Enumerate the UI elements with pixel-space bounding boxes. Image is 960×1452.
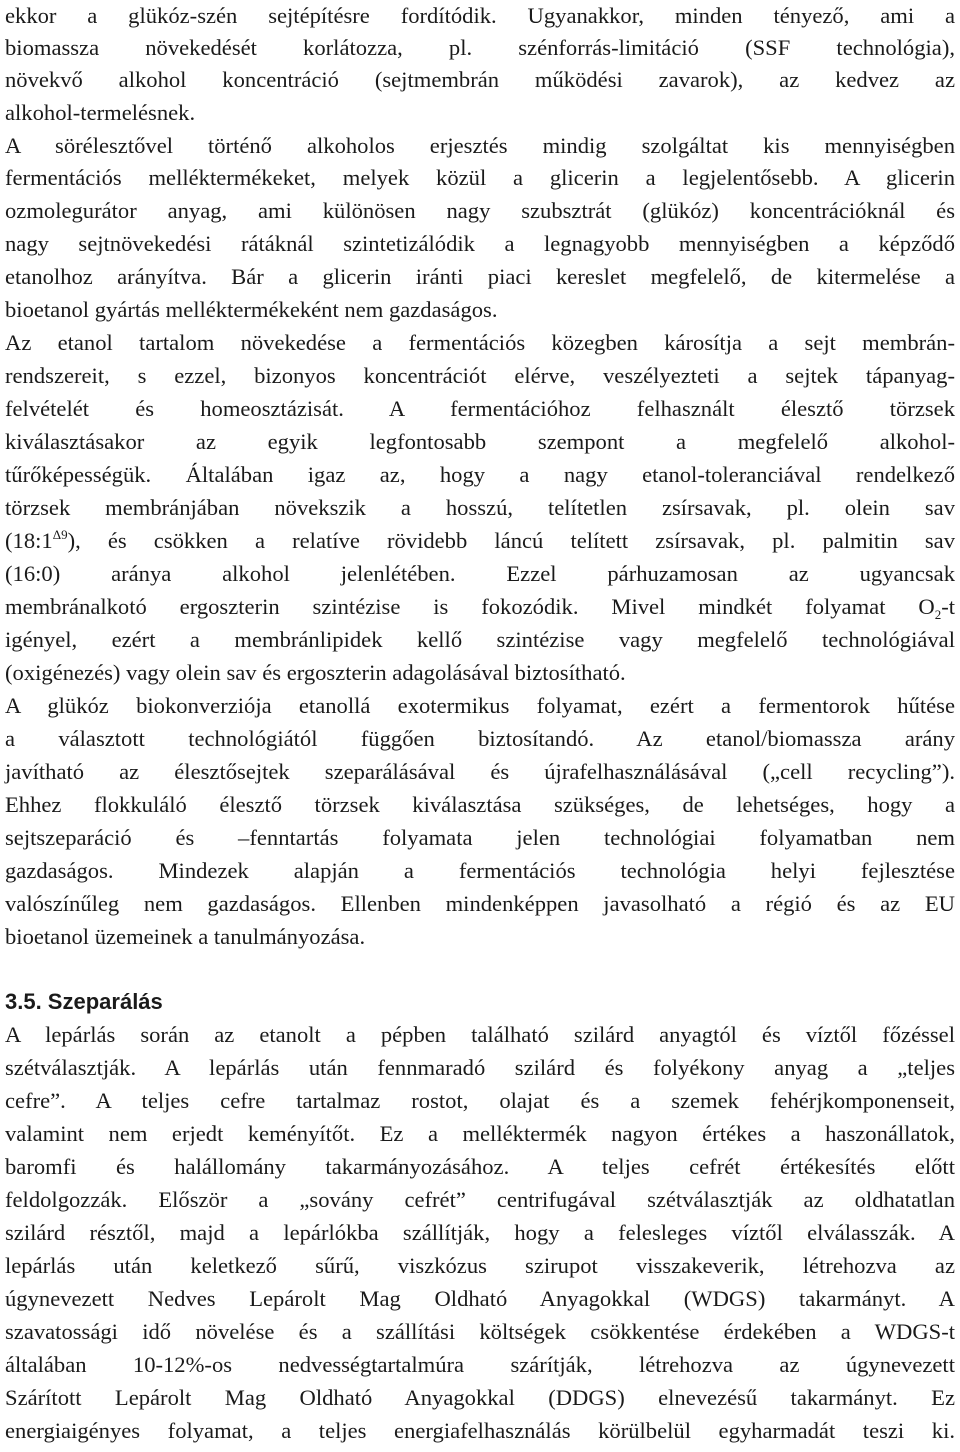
- text-line: valamint nem erjedt keményítőt. Ez a melléktermék nagyon értékes a haszonállatok,: [5, 1121, 955, 1146]
- text-segment: ), és csökken a relatíve rövidebb láncú telített zsírsavak, pl. palmitin sav: [67, 528, 955, 553]
- text-line: úgynevezett Nedves Lepárolt Mag Oldható Anyagokkal (WDGS) takarmányt. A: [5, 1286, 955, 1311]
- text-line: lepárlás után keletkező sűrű, viszkózus szirupot visszakeverik, létrehozva az: [5, 1253, 955, 1278]
- text-line: nagy sejtnövekedési rátáknál szintetizálódik a legnagyobb mennyiségben a képződő: [5, 231, 955, 256]
- text-line: a választott technológiától függően biztosítandó. Az etanol/biomassza arány: [5, 726, 955, 751]
- text-line: szavatossági idő növelése és a szállítási költségek csökkentése érdekében a WDGS-t: [5, 1319, 955, 1344]
- text-line: alkohol-termelésnek.: [5, 100, 196, 125]
- text-line: Ehhez flokkuláló élesztő törzsek kiválasztása szükséges, de lehetséges, hogy a: [5, 792, 955, 817]
- text-line-with-subscript: [5, 591, 955, 623]
- section-heading: 3.5. Szeparálás: [5, 989, 163, 1014]
- superscript: Δ9: [52, 527, 68, 542]
- text-line: feldolgozzák. Először a „sovány cefrét” centrifugával szétválasztják az oldhatatlan: [5, 1187, 955, 1212]
- text-line: ekkor a glükóz-szén sejtépítésre fordítódik. Ugyanakkor, minden tényező, ami a: [5, 3, 955, 28]
- text-line: biomassza növekedését korlátozza, pl. szénforrás-limitáció (SSF technológia),: [5, 35, 955, 60]
- text-line-with-superscript: [5, 525, 955, 557]
- text-line: baromfi és halállomány takarmányozásához. A teljes cefrét értékesítés előtt: [5, 1154, 955, 1179]
- text-line: A glükóz biokonverziója etanollá exotermikus folyamat, ezért a fermentorok hűtése: [5, 693, 955, 718]
- text-line: bioetanol gyártás melléktermékeként nem gazdaságos.: [5, 297, 498, 322]
- text-line: ozmolegurátor anyag, ami különösen nagy szubsztrát (glükóz) koncentrációknál és: [5, 198, 955, 223]
- text-line: sejtszeparáció és –fenntartás folyamata jelen technológiai folyamatban nem: [5, 825, 955, 850]
- text-line: Az etanol tartalom növekedése a fermentációs közegben károsítja a sejt membrán-: [5, 330, 955, 355]
- text-line: (oxigénezés) vagy olein sav és ergoszterin adagolásával biztosítható.: [5, 660, 626, 685]
- text-line: általában 10-12%-os nedvességtartalmúra szárítják, létrehozva az úgynevezett: [5, 1352, 955, 1377]
- text-line: rendszereit, s ezzel, bizonyos koncentrációt elérve, veszélyezteti a sejtek tápanyag-: [5, 363, 955, 388]
- text-segment: (18:1: [5, 528, 53, 553]
- text-line: Szárított Lepárolt Mag Oldható Anyagokkal (DDGS) elnevezésű takarmányt. Ez: [5, 1385, 955, 1410]
- text-line: (16:0) aránya alkohol jelenlétében. Ezzel párhuzamosan az ugyancsak: [5, 561, 955, 586]
- text-line: növekvő alkohol koncentráció (sejtmembrán működési zavarok), az kedvez az: [5, 67, 955, 92]
- text-line: kiválasztásakor az egyik legfontosabb szempont a megfelelő alkohol-: [5, 429, 955, 454]
- text-segment: membránalkotó ergoszterin szintézise is fokozódik. Mivel mindkét folyamat O: [5, 594, 935, 619]
- text-line: fermentációs melléktermékeket, melyek közül a glicerin a legjelentősebb. A glicerin: [5, 165, 955, 190]
- text-line: etanolhoz arányítva. Bár a glicerin iránti piaci kereslet megfelelő, de kitermelése a: [5, 264, 955, 289]
- text-line: energiaigényes folyamat, a teljes energiafelhasználás körülbelül egyharmadát teszi ki.: [5, 1418, 955, 1443]
- text-line: javítható az élesztősejtek szeparálásával és újrafelhasználásával („cell recycling”).: [5, 759, 955, 784]
- text-line: bioetanol üzemeinek a tanulmányozása.: [5, 924, 366, 949]
- text-line: valószínűleg nem gazdaságos. Ellenben mindenképpen javasolható a régió és az EU: [5, 891, 955, 916]
- subscript: 2: [934, 607, 942, 622]
- text-line: szétválasztják. A lepárlás után fennmaradó szilárd és folyékony anyag a „teljes: [5, 1055, 955, 1080]
- text-segment: -t: [941, 594, 955, 619]
- text-line: törzsek membránjában növekszik a hosszú, telítetlen zsírsavak, pl. olein sav: [5, 495, 955, 520]
- text-line: szilárd résztől, majd a lepárlókba szállítják, hogy a felesleges víztől elválasszák. A: [5, 1220, 955, 1245]
- text-line: A sörélesztővel történő alkoholos erjesztés mindig szolgáltat kis mennyiségben: [5, 133, 955, 158]
- text-line: gazdaságos. Mindezek alapján a fermentációs technológia helyi fejlesztése: [5, 858, 955, 883]
- text-line: felvételét és homeosztázisát. A fermentációhoz felhasznált élesztő törzsek: [5, 396, 955, 421]
- text-line: tűrőképességük. Általában igaz az, hogy a nagy etanol-toleranciával rendelkező: [5, 462, 955, 487]
- text-line: cefre”. A teljes cefre tartalmaz rostot, olajat és a szemek fehérjkomponenseit,: [5, 1088, 955, 1113]
- text-line: igényel, ezért a membránlipidek kellő szintézise vagy megfelelő technológiával: [5, 627, 955, 652]
- text-line: A lepárlás során az etanolt a pépben található szilárd anyagtól és víztől főzéssel: [5, 1022, 955, 1047]
